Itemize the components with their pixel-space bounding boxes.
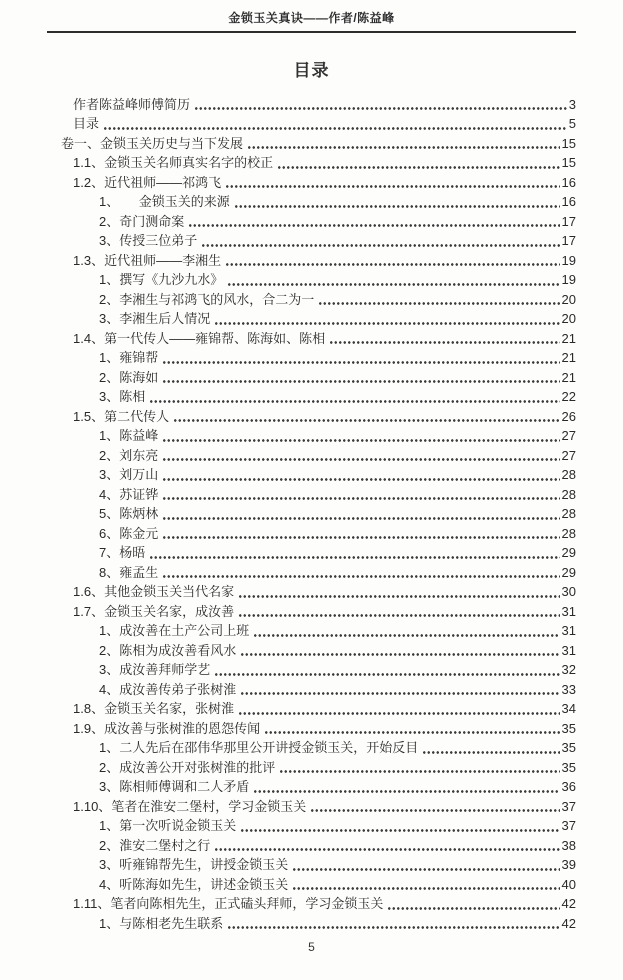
dot-leader — [310, 809, 559, 812]
toc-entry-label: 2、李湘生与祁鸿飞的风水，合二为一 — [99, 291, 315, 307]
toc-entry-page: 30 — [561, 584, 576, 599]
toc-entry — [47, 289, 576, 309]
dot-leader — [201, 244, 559, 247]
dot-leader — [247, 146, 560, 149]
toc-entry-page: 31 — [561, 603, 576, 619]
toc-entry-page: 35 — [561, 759, 576, 775]
toc-entry — [47, 192, 576, 212]
toc-entry-label: 5、陈炳林 — [99, 506, 159, 521]
toc-list — [47, 94, 576, 933]
dot-leader — [194, 107, 567, 110]
toc-entry-page: 31 — [561, 642, 576, 658]
toc-entry-label: 1.8、金锁玉关名家，张树淮 — [73, 701, 235, 716]
toc-entry — [47, 601, 576, 621]
toc-entry-page: 17 — [561, 213, 576, 229]
toc-entry-page: 21 — [561, 369, 576, 385]
toc-entry — [47, 348, 576, 368]
toc-entry — [47, 894, 576, 914]
dot-leader — [162, 536, 559, 539]
toc-entry-label: 1、与陈相老先生联系 — [99, 915, 224, 931]
toc-entry-page: 28 — [561, 486, 576, 502]
toc-entry-page: 17 — [561, 233, 576, 248]
toc-entry-page: 42 — [561, 915, 576, 931]
dot-leader — [329, 341, 559, 344]
toc-entry-page: 15 — [561, 135, 576, 151]
toc-entry — [47, 738, 576, 758]
page-header — [47, 0, 576, 33]
toc-entry — [47, 562, 576, 582]
toc-entry-label: 1、第一次听说金锁玉关 — [99, 818, 237, 833]
dot-leader — [264, 731, 559, 734]
header-title: 金锁玉关真诀——作者/陈益峰 — [228, 11, 395, 25]
toc-entry-label: 1.11、笔者向陈相先生，正式磕头拜师，学习金锁玉关 — [73, 896, 384, 911]
toc-entry-label: 1、撰写《九沙九水》 — [99, 272, 224, 287]
dot-leader — [214, 322, 559, 325]
toc-entry-label: 1、陈益峰 — [99, 428, 159, 443]
toc-entry-label: 2、奇门测命案 — [99, 213, 185, 229]
dot-leader — [234, 205, 560, 208]
toc-entry-label: 1.10、笔者在淮安二堡村，学习金锁玉关 — [73, 798, 307, 814]
toc-entry-label: 3、传授三位弟子 — [99, 233, 198, 248]
toc-entry-label: 3、李湘生后人情况 — [99, 311, 211, 326]
toc-entry-label: 3、成汝善拜师学艺 — [99, 662, 211, 677]
dot-leader — [225, 263, 559, 266]
dot-leader — [188, 224, 559, 227]
toc-entry-page: 33 — [561, 681, 576, 697]
toc-entry-page: 22 — [561, 389, 576, 404]
toc-entry-page: 40 — [561, 876, 576, 892]
toc-entry — [47, 153, 576, 173]
toc-entry — [47, 874, 576, 894]
toc-entry — [47, 699, 576, 719]
toc-entry-label: 7、杨晤 — [99, 545, 146, 560]
dot-leader — [240, 653, 559, 656]
toc-entry-label: 卷一、金锁玉关历史与当下发展 — [61, 135, 244, 151]
dot-leader — [238, 614, 559, 617]
toc-entry — [47, 835, 576, 855]
toc-entry-page: 36 — [561, 779, 576, 794]
toc-entry — [47, 94, 576, 114]
dot-leader — [225, 185, 559, 188]
toc-entry-page: 19 — [561, 252, 576, 268]
toc-entry-page: 16 — [561, 194, 576, 209]
toc-entry-page: 28 — [561, 467, 576, 482]
toc-entry — [47, 796, 576, 816]
dot-leader — [103, 127, 567, 130]
toc-entry — [47, 913, 576, 933]
toc-entry — [47, 718, 576, 738]
dot-leader — [227, 283, 559, 286]
toc-entry-label: 1.1、金锁玉关名师真实名字的校正 — [73, 155, 274, 170]
dot-leader — [292, 868, 559, 871]
toc-entry-page: 5 — [568, 116, 576, 131]
toc-entry-label: 2、陈海如 — [99, 369, 159, 385]
toc-entry-label: 4、听陈海如先生，讲述金锁玉关 — [99, 876, 289, 892]
dot-leader — [162, 478, 559, 481]
dot-leader — [162, 439, 559, 442]
toc-entry-page: 37 — [561, 798, 576, 814]
dot-leader — [240, 692, 559, 695]
toc-entry — [47, 543, 576, 563]
toc-entry — [47, 328, 576, 348]
dot-leader — [238, 595, 559, 598]
toc-entry-page: 32 — [561, 662, 576, 677]
toc-entry — [47, 504, 576, 524]
toc-entry — [47, 309, 576, 329]
footer-page-number: 5 — [308, 939, 315, 954]
toc-entry-page: 20 — [561, 291, 576, 307]
toc-entry-label: 2、陈相为成汝善看风水 — [99, 642, 237, 658]
toc-entry-page: 27 — [561, 428, 576, 443]
toc-entry — [47, 660, 576, 680]
toc-entry-page: 31 — [561, 623, 576, 638]
toc-entry-label: 2、成汝善公开对张树淮的批评 — [99, 759, 276, 775]
toc-entry — [47, 484, 576, 504]
toc-entry-page: 19 — [561, 272, 576, 287]
toc-entry — [47, 406, 576, 426]
toc-entry-page: 29 — [561, 545, 576, 560]
toc-entry-label: 1.2、近代祖师——祁鸿飞 — [73, 174, 222, 190]
toc-entry-label: 1、成汝善在土产公司上班 — [99, 623, 250, 638]
toc-entry-page: 26 — [561, 408, 576, 424]
toc-entry-page: 35 — [561, 720, 576, 736]
dot-leader — [227, 926, 559, 929]
dot-leader — [318, 302, 559, 305]
toc-entry — [47, 231, 576, 251]
toc-entry-label: 3、陈相师傅调和二人矛盾 — [99, 779, 250, 794]
toc-entry-label: 2、淮安二堡村之行 — [99, 837, 211, 853]
toc-entry — [47, 855, 576, 875]
dot-leader — [162, 380, 559, 383]
toc-entry — [47, 426, 576, 446]
toc-entry-label: 1.3、近代祖师——李湘生 — [73, 252, 222, 268]
dot-leader — [214, 673, 559, 676]
toc-entry-label: 1.9、成汝善与张树淮的恩怨传闻 — [73, 720, 261, 736]
toc-entry-page: 21 — [561, 350, 576, 365]
toc-entry-label: 4、成汝善传弟子张树淮 — [99, 681, 237, 697]
dot-leader — [240, 829, 559, 832]
toc-entry-label: 1.7、金锁玉关名家，成汝善 — [73, 603, 235, 619]
toc-entry — [47, 387, 576, 407]
toc-entry — [47, 172, 576, 192]
toc-entry-label: 1、雍锦帮 — [99, 350, 159, 365]
toc-entry-label: 1.6、其他金锁玉关当代名家 — [73, 584, 235, 599]
toc-entry-page: 34 — [561, 701, 576, 716]
toc-entry-page: 37 — [561, 818, 576, 833]
dot-leader — [279, 770, 559, 773]
toc-entry — [47, 816, 576, 836]
dot-leader — [214, 848, 559, 851]
toc-entry — [47, 270, 576, 290]
toc-entry-page: 35 — [561, 740, 576, 755]
dot-leader — [387, 907, 559, 910]
dot-leader — [422, 751, 559, 754]
toc-entry-page: 38 — [561, 837, 576, 853]
toc-entry-label: 6、陈金元 — [99, 525, 159, 541]
dot-leader — [162, 458, 559, 461]
toc-entry-page: 28 — [561, 506, 576, 521]
toc-entry-page: 39 — [561, 857, 576, 872]
dot-leader — [149, 556, 559, 559]
toc-entry-page: 21 — [561, 330, 576, 346]
toc-entry-label: 目录 — [73, 116, 100, 131]
toc-entry — [47, 250, 576, 270]
toc-entry-page: 42 — [561, 896, 576, 911]
dot-leader — [162, 517, 559, 520]
dot-leader — [162, 497, 559, 500]
toc-entry-page: 28 — [561, 525, 576, 541]
toc-entry — [47, 523, 576, 543]
toc-entry-label: 1.4、第一代传人——雍锦帮、陈海如、陈相 — [73, 330, 326, 346]
dot-leader — [149, 400, 559, 403]
toc-entry-label: 8、雍孟生 — [99, 564, 159, 580]
toc-entry-label: 1、 金锁玉关的来源 — [99, 194, 230, 209]
toc-entry — [47, 777, 576, 797]
dot-leader — [253, 790, 559, 793]
toc-entry-page: 3 — [568, 96, 576, 112]
dot-leader — [162, 361, 559, 364]
toc-entry — [47, 621, 576, 641]
toc-entry — [47, 679, 576, 699]
toc-entry-page: 16 — [561, 174, 576, 190]
dot-leader — [292, 887, 559, 890]
toc-entry — [47, 114, 576, 134]
toc-entry-label: 作者陈益峰师傅简历 — [73, 96, 191, 112]
toc-entry — [47, 445, 576, 465]
dot-leader — [173, 419, 559, 422]
toc-entry-label: 2、刘东亮 — [99, 447, 159, 463]
toc-entry — [47, 582, 576, 602]
toc-entry — [47, 640, 576, 660]
dot-leader — [253, 634, 559, 637]
toc-entry-page: 29 — [561, 564, 576, 580]
toc-entry-label: 3、刘万山 — [99, 467, 159, 482]
toc-entry — [47, 367, 576, 387]
toc-entry-page: 20 — [561, 311, 576, 326]
toc-entry-label: 4、苏证铧 — [99, 486, 159, 502]
dot-leader — [277, 166, 559, 169]
toc-title: 目录 — [293, 61, 330, 80]
toc-entry — [47, 465, 576, 485]
dot-leader — [238, 712, 559, 715]
toc-entry-label: 3、陈相 — [99, 389, 146, 404]
toc-entry-label: 1.5、第二代传人 — [73, 408, 170, 424]
toc-entry-label: 1、二人先后在邵伟华那里公开讲授金锁玉关，开始反目 — [99, 740, 419, 755]
dot-leader — [162, 575, 559, 578]
toc-entry — [47, 133, 576, 153]
toc-entry-page: 15 — [561, 155, 576, 170]
toc-entry-label: 3、听雍锦帮先生，讲授金锁玉关 — [99, 857, 289, 872]
toc-entry-page: 27 — [561, 447, 576, 463]
toc-entry — [47, 211, 576, 231]
toc-entry — [47, 757, 576, 777]
